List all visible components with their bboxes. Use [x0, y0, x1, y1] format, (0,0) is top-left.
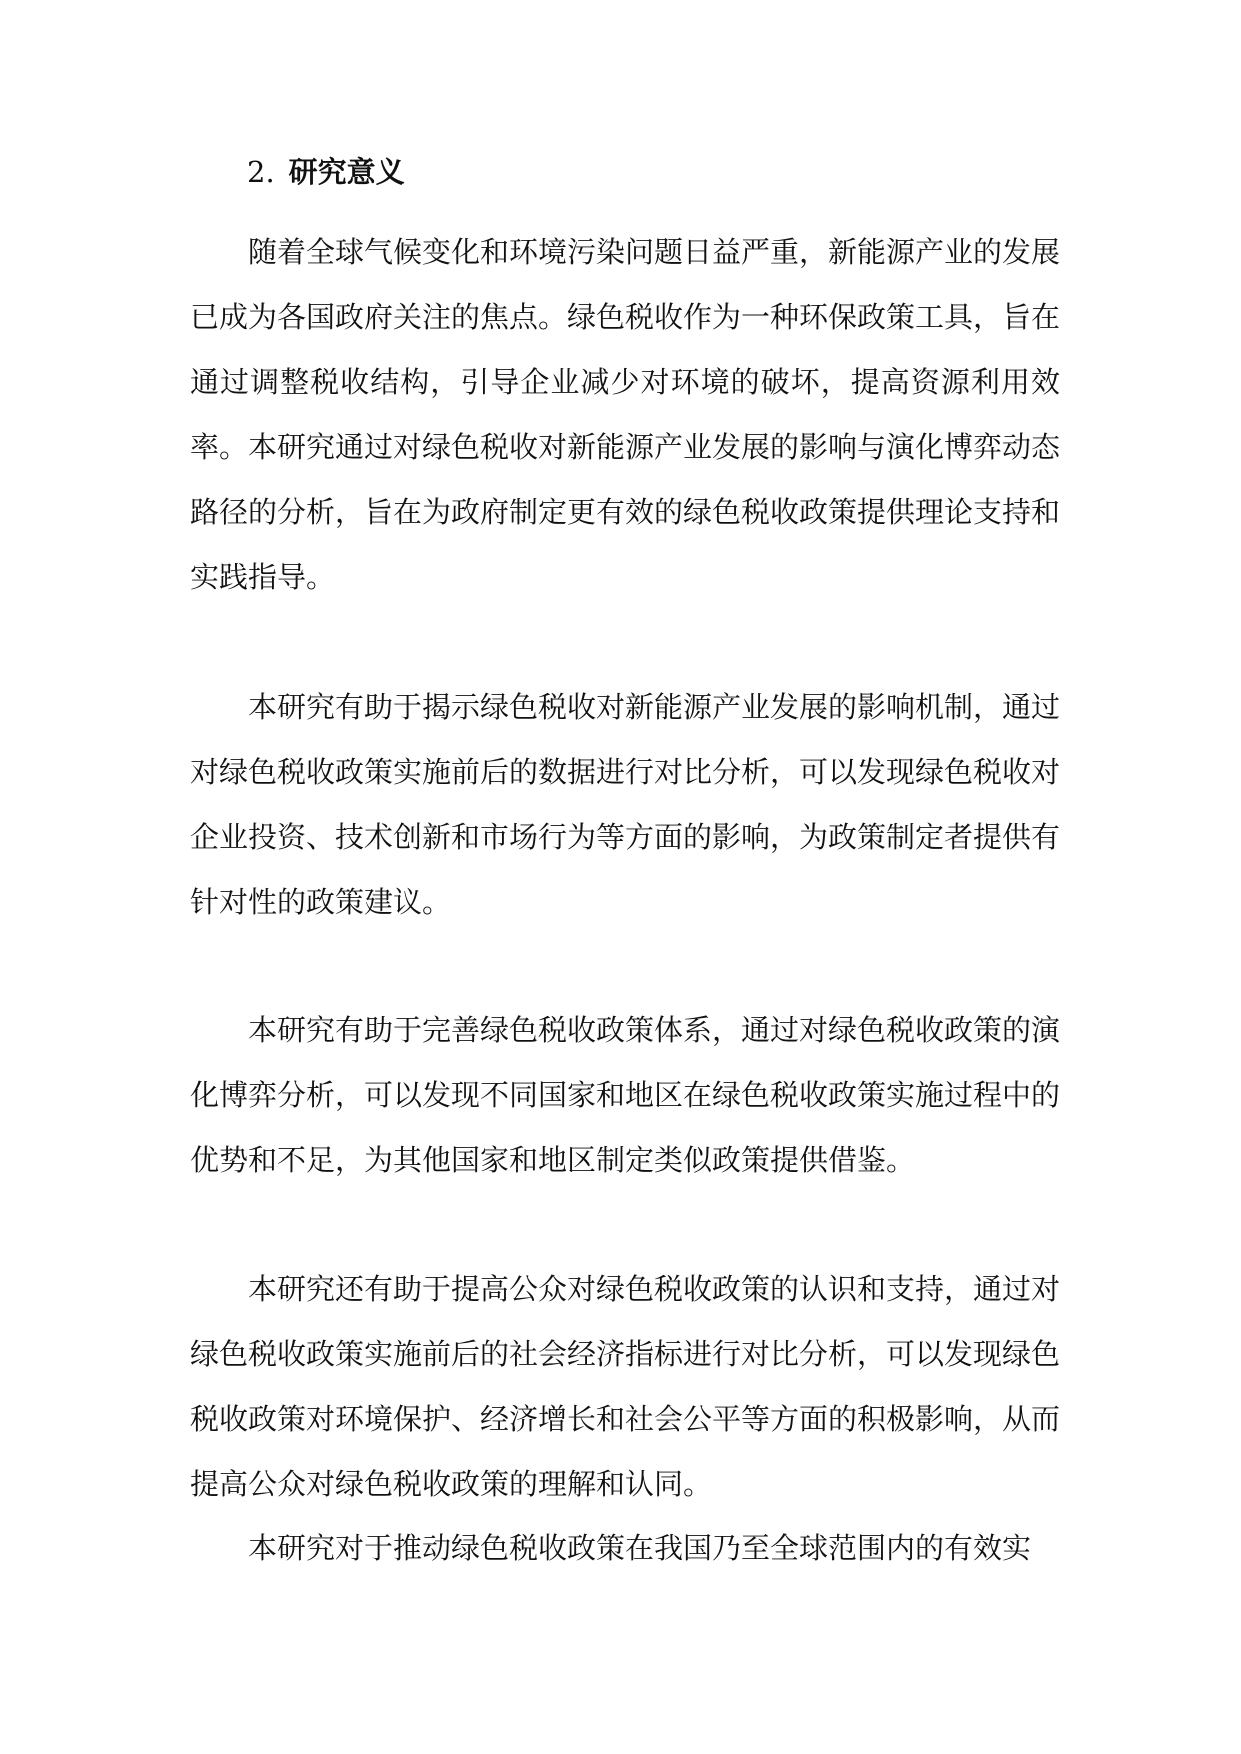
section-title: 研究意义 [288, 155, 405, 189]
section-number: 2. [247, 155, 275, 189]
section-heading [247, 150, 405, 194]
paragraph-2: 本研究有助于揭示绿色税收对新能源产业发展的影响机制，通过对绿色税收政策实施前后的数据进行对比分析，可以发现绿色税收对企业投资、技术创新和市场行为等方面的影响，为政策制定者提供有针对性的政策建议。 [190, 690, 1061, 919]
paragraph-5: 本研究对于推动绿色税收政策在我国乃至全球范围内的有效实 [248, 1531, 1032, 1565]
paragraph-1: 随着全球气候变化和环境污染问题日益严重，新能源产业的发展已成为各国政府关注的焦点。绿色税收作为一种环保政策工具，旨在通过调整税收结构，引导企业减少对环境的破坏，提高资源利用效率。本研究通过对绿色税收对新能源产业发展的影响与演化博弈动态路径的分析，旨在为政府制定更有效的绿色税收政策提供理论支持和实践指导。 [190, 235, 1061, 594]
paragraph-3: 本研究有助于完善绿色税收政策体系，通过对绿色税收政策的演化博弈分析，可以发现不同国家和地区在绿色税收政策实施过程中的优势和不足，为其他国家和地区制定类似政策提供借鉴。 [190, 1013, 1061, 1177]
paragraph-4: 本研究还有助于提高公众对绿色税收政策的认识和支持，通过对绿色税收政策实施前后的社会经济指标进行对比分析，可以发现绿色税收政策对环境保护、经济增长和社会公平等方面的积极影响，从而提高公众对绿色税收政策的理解和认同。 [190, 1272, 1061, 1501]
